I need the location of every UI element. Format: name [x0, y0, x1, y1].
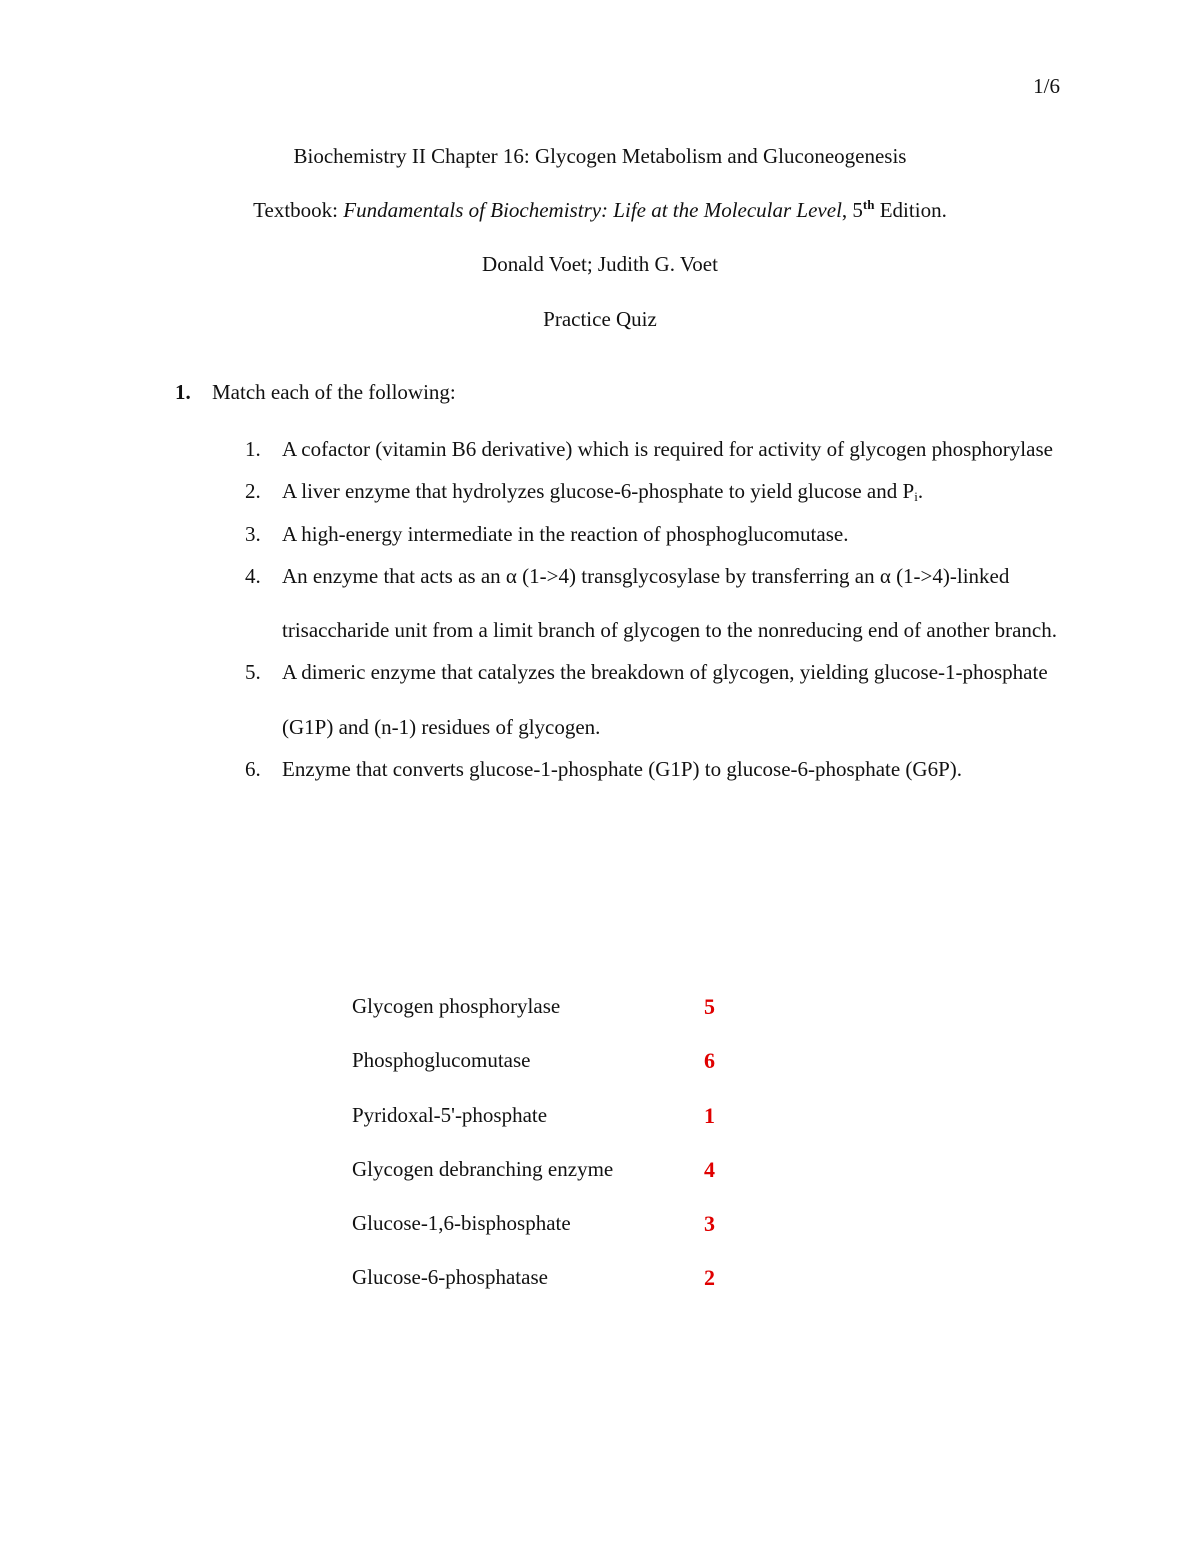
list-item [245, 742, 1065, 796]
item-number: 1. [245, 437, 261, 461]
question-number: 1. [175, 380, 191, 404]
match-row [352, 1211, 772, 1265]
item-text: An enzyme that acts as an α (1->4) transglycosylase by transferring an α (1->4)-linked trisaccharide unit from a limit branch of glycogen to the nonreducing end of another branch. [282, 563, 1057, 643]
match-term: Pyridoxal-5'-phosphate [352, 1102, 548, 1127]
question-prompt: Match each of the following: [212, 380, 456, 404]
item-text-end: . [917, 479, 924, 504]
authors: Donald Voet; Judith G. Voet [482, 252, 718, 276]
match-row [352, 1103, 772, 1157]
match-answer: 5 [704, 994, 715, 1019]
item-number: 3. [245, 521, 261, 546]
definition-list [245, 434, 1065, 796]
match-term: Glycogen phosphorylase [352, 994, 561, 1018]
item-text: A dimeric enzyme that catalyzes the breakdown of glycogen, yielding glucose-1-phosphate (G1P) and (n-1) residues of glycogen. [282, 660, 1048, 739]
match-term: Glycogen debranching enzyme [352, 1156, 614, 1181]
textbook-citation [0, 198, 1200, 223]
match-term: Phosphoglucomutase [352, 1048, 531, 1073]
quiz-label: Practice Quiz [543, 307, 657, 331]
match-answer: 4 [704, 1156, 715, 1182]
item-number: 6. [245, 757, 261, 782]
item-text: A high-energy intermediate in the reaction of phosphoglucomutase. [282, 521, 849, 546]
item-text: A liver enzyme that hydrolyzes glucose-6-phosphate to yield glucose and P [282, 479, 915, 504]
item-text: A cofactor (vitamin B6 derivative) which is required for activity of glycogen phosphorylase [282, 437, 1053, 461]
page-number: 1/6 [1033, 74, 1060, 98]
list-item [245, 549, 1065, 658]
match-answer: 2 [704, 1265, 715, 1291]
textbook-edition-number: , 5 [841, 198, 863, 222]
match-row [352, 1265, 772, 1319]
edition-superscript: th [862, 197, 875, 212]
document-title: Biochemistry II Chapter 16: Glycogen Metabolism and Gluconeogenesis [293, 144, 907, 168]
item-subscript: i [914, 489, 918, 505]
match-row [352, 994, 772, 1048]
match-answer: 3 [704, 1211, 715, 1237]
textbook-prefix: Textbook: [253, 198, 344, 222]
list-item [245, 645, 1065, 754]
item-text: Enzyme that converts glucose-1-phosphate (G1P) to glucose-6-phosphate (G6P). [282, 757, 962, 782]
item-number: 2. [245, 479, 261, 504]
textbook-title: Fundamentals of Biochemistry: Life at the Molecular Level [343, 198, 842, 222]
match-table [352, 994, 772, 1320]
match-term: Glucose-6-phosphatase [352, 1265, 548, 1290]
textbook-edition-label: Edition. [874, 198, 947, 222]
match-row [352, 1048, 772, 1102]
match-answer: 1 [704, 1102, 715, 1128]
match-row [352, 1157, 772, 1211]
match-term: Glucose-1,6-bisphosphate [352, 1211, 571, 1236]
item-number: 5. [245, 660, 261, 685]
item-number: 4. [245, 563, 261, 588]
question-1 [175, 380, 456, 405]
match-answer: 6 [704, 1048, 715, 1074]
